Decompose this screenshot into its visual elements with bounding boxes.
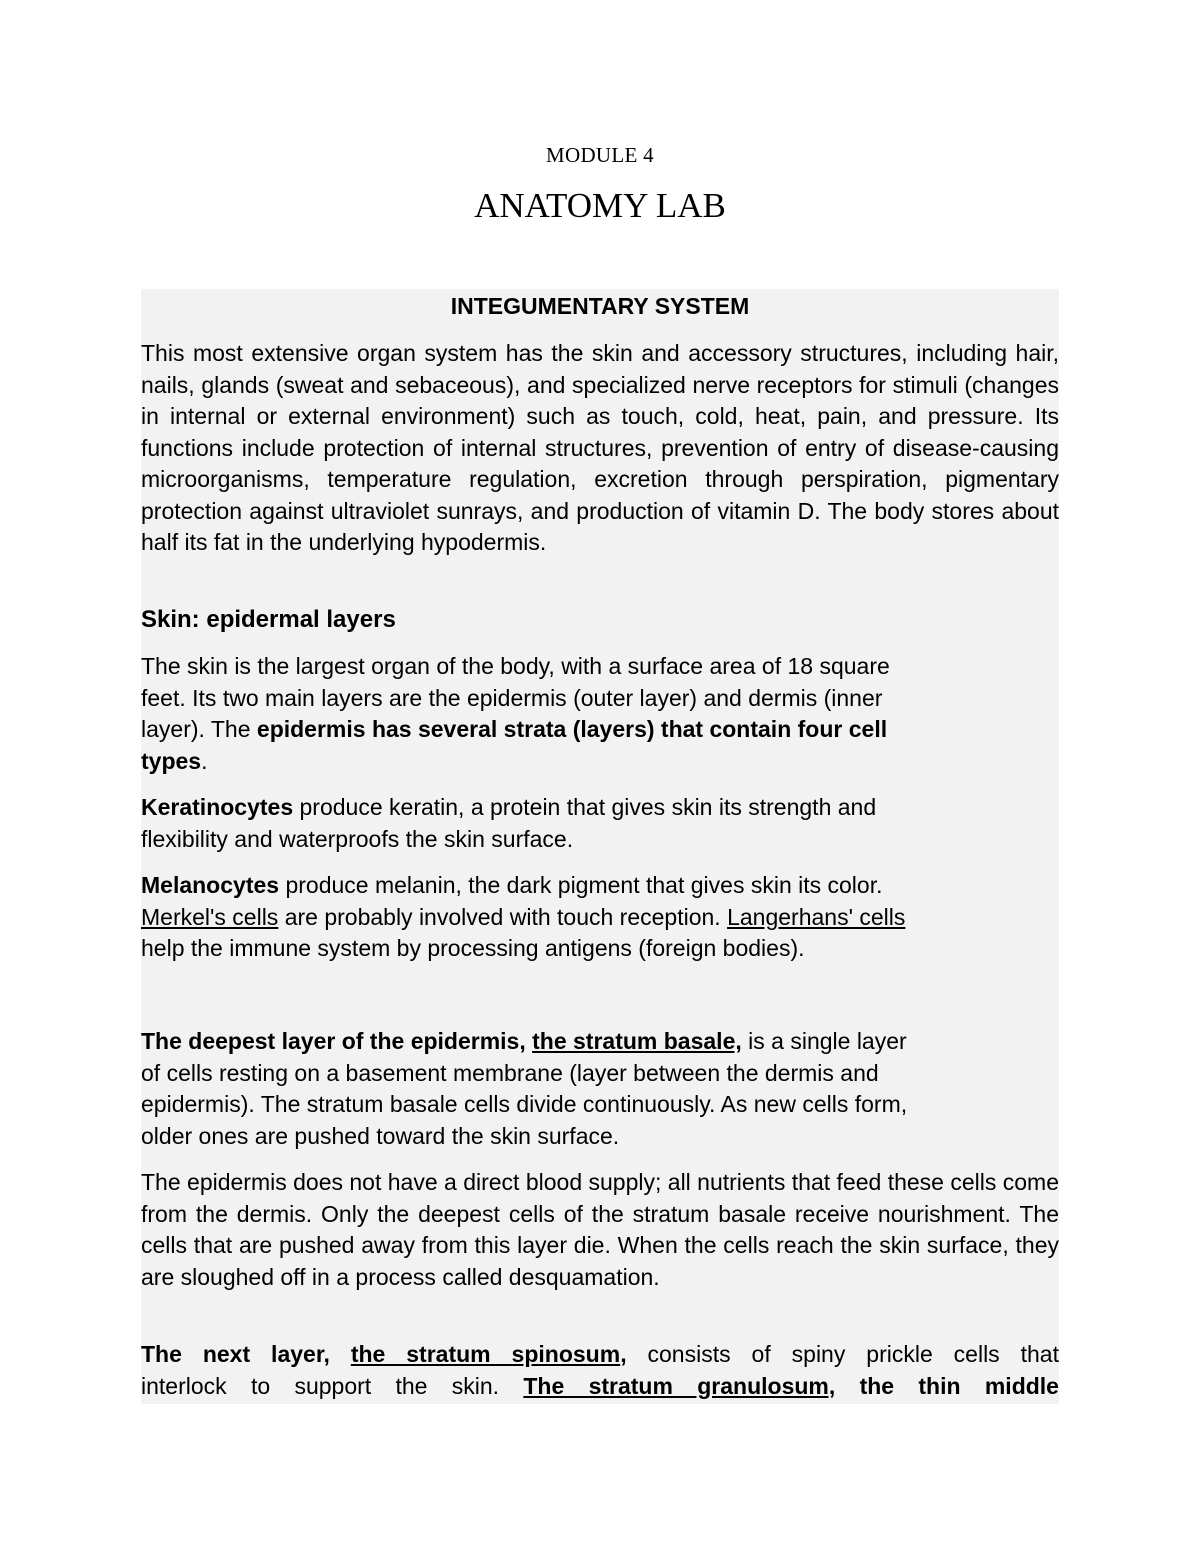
stratum-basale-paragraph: The deepest layer of the epidermis, the stratum basale, is a single layer of cells resting on a basement membrane (layer between the dermis and epidermis). The stratum basale cells divide continuously. As new cells form, older ones are pushed toward the skin surface.	[141, 1028, 908, 1149]
page-title: ANATOMY LAB	[474, 186, 726, 225]
module-label: MODULE 4	[546, 143, 654, 167]
content-box	[141, 289, 1059, 1404]
keratinocytes-paragraph: Keratinocytes produce keratin, a protein that gives skin its strength and flexibility and waterproofs the skin surface.	[141, 794, 877, 852]
skin-line-3: layer). The epidermis has several strata (layers) that contain four cell	[141, 716, 888, 742]
melanocytes-paragraph: Melanocytes produce melanin, the dark pigment that gives skin its color. Merkel's cells are probably involved with touch reception. Langerhans' cells help the immune system by processing antigens (foreign bodies).	[141, 872, 906, 961]
stratum-spinosum-term: the stratum spinosum	[350, 1341, 621, 1367]
stratum-basale-term: the stratum basale,	[532, 1028, 742, 1054]
stratum-granulosum-term: The stratum granulosum,	[523, 1372, 836, 1399]
section-heading: INTEGUMENTARY SYSTEM	[450, 293, 750, 319]
skin-line-2: feet. Its two main layers are the epidermis (outer layer) and dermis (inner	[141, 684, 883, 711]
keratinocytes-term: Keratinocytes	[141, 794, 294, 820]
subheading: Skin: epidermal layers	[141, 606, 396, 633]
stratum-spinosum-paragraph: The next layer, the stratum spinosum, consists of spiny prickle cells that interlock to support the skin. The stratum granulosum, the thin middle	[141, 1341, 1059, 1399]
intro-paragraph: This most extensive organ system has the skin and accessory structures, including hair, nails, glands (sweat and sebaceous), and specialized nerve receptors for stimuli (changes in internal or external environment) such as touch, cold, heat, pain, and pressure. Its functions include protection of internal structures, prevention of entry of disease-causing microorganisms, temperature regulation, excretion through perspiration, pigmentary protection against ultraviolet sunrays, and production of vitamin D. The body stores about half its fat in the underlying hypodermis.	[141, 340, 1059, 555]
merkel-cells-term: Merkel's cells	[141, 903, 279, 930]
blood-supply-paragraph: The epidermis does not have a direct blood supply; all nutrients that feed these cells come from the dermis. Only the deepest cells of the stratum basale receive nourishment. The cells that are pushed away from this layer die. When the cells reach the skin surface, they are sloughed off in a process called desquamation.	[141, 1169, 1059, 1290]
skin-line-4: types.	[141, 747, 208, 774]
melanocytes-term: Melanocytes	[141, 872, 280, 898]
langerhans-cells-term: Langerhans' cells	[727, 903, 906, 930]
skin-line-1: The skin is the largest organ of the body, with a surface area of 18 square	[141, 653, 890, 679]
skin-paragraph	[141, 651, 1059, 777]
